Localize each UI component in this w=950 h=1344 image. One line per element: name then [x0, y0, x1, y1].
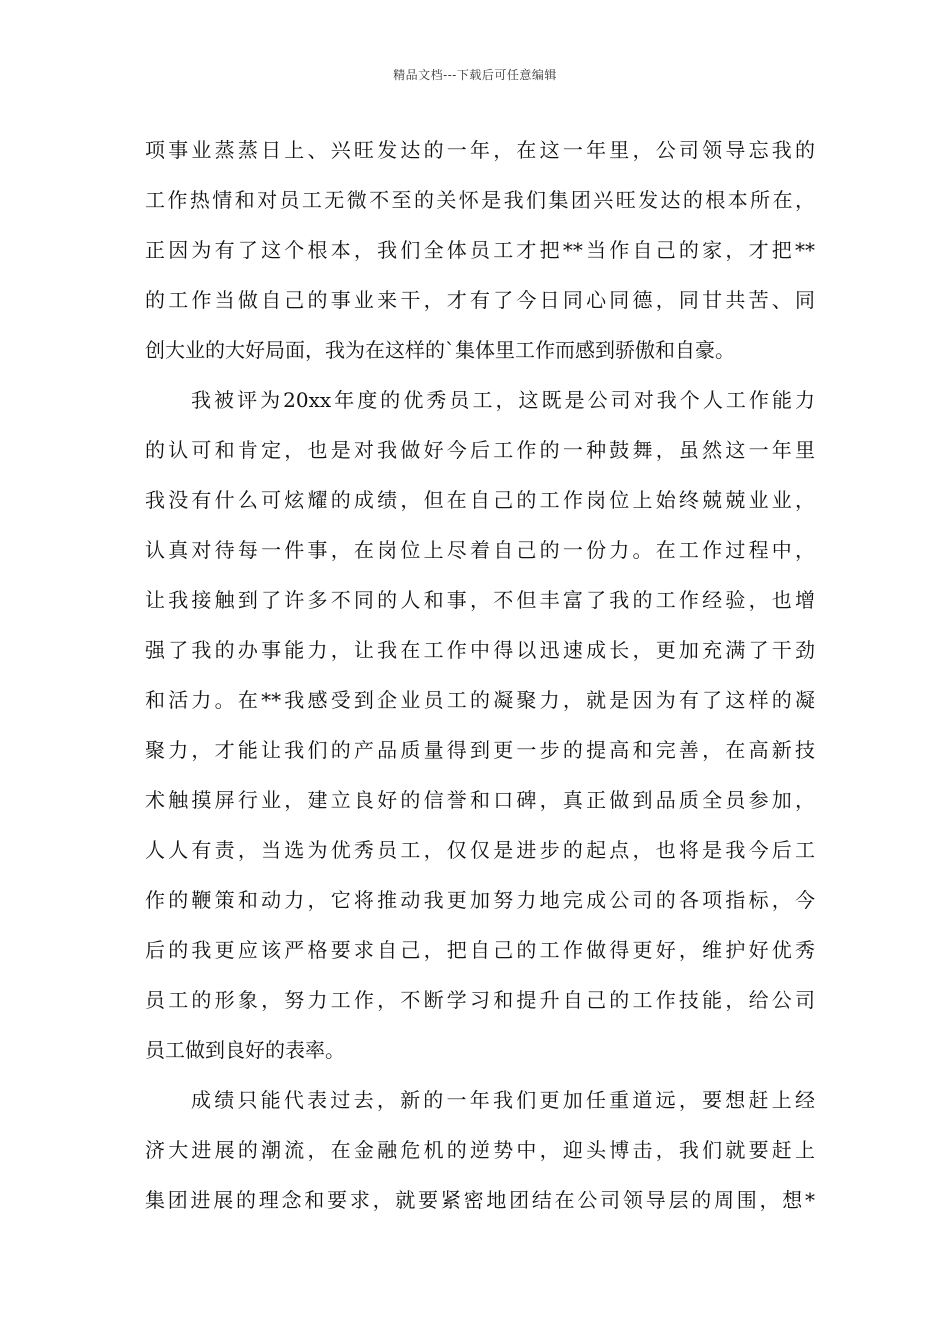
text-line: 的工作当做自己的事业来干，才有了今日同心同德，同甘共苦、同: [145, 288, 815, 312]
text-line: 后的我更应该严格要求自己，把自己的工作做得更好，维护好优秀: [145, 938, 815, 962]
text-line: 项事业蒸蒸日上、兴旺发达的一年，在这一年里，公司领导忘我的: [145, 138, 815, 162]
text-line: 工作热情和对员工无微不至的关怀是我们集团兴旺发达的根本所在，: [145, 188, 815, 212]
paragraph-2: [145, 380, 815, 1080]
text-line: 和活力。在**我感受到企业员工的凝聚力，就是因为有了这样的凝: [145, 688, 815, 712]
text-line: 成绩只能代表过去，新的一年我们更加任重道远，要想赶上经: [191, 1088, 815, 1112]
paragraph-1: [145, 130, 815, 380]
text-line: 济大进展的潮流，在金融危机的逆势中，迎头博击，我们就要赶上: [145, 1138, 815, 1162]
text-line: 我被评为20xx年度的优秀员工，这既是公司对我个人工作能力: [191, 388, 815, 412]
text-line: 术触摸屏行业，建立良好的信誉和口碑，真正做到品质全员参加，: [145, 788, 815, 812]
text-line: 作的鞭策和动力，它将推动我更加努力地完成公司的各项指标，今: [145, 888, 815, 912]
text-line: 员工做到良好的表率。: [145, 1038, 345, 1062]
page-header: 精品文档---下载后可任意编辑: [393, 68, 557, 82]
text-line: 强了我的办事能力，让我在工作中得以迅速成长，更加充满了干劲: [145, 638, 815, 662]
text-line: 创大业的大好局面，我为在这样的`集体里工作而感到骄傲和自豪。: [145, 338, 735, 362]
text-line: 的认可和肯定，也是对我做好今后工作的一种鼓舞，虽然这一年里: [145, 438, 815, 462]
text-line: 集团进展的理念和要求，就要紧密地团结在公司领导层的周围，想*: [145, 1188, 815, 1212]
text-line: 我没有什么可炫耀的成绩，但在自己的工作岗位上始终兢兢业业，: [145, 488, 815, 512]
text-line: 认真对待每一件事，在岗位上尽着自己的一份力。在工作过程中，: [145, 538, 815, 562]
text-line: 正因为有了这个根本，我们全体员工才把**当作自己的家，才把**: [145, 238, 815, 262]
text-line: 人人有责，当选为优秀员工，仅仅是进步的起点，也将是我今后工: [145, 838, 815, 862]
document-body: [145, 130, 815, 1230]
text-line: 员工的形象，努力工作，不断学习和提升自己的工作技能，给公司: [145, 988, 815, 1012]
paragraph-3: [145, 1080, 815, 1230]
text-line: 让我接触到了许多不同的人和事，不但丰富了我的工作经验，也增: [145, 588, 815, 612]
text-line: 聚力，才能让我们的产品质量得到更一步的提高和完善，在高新技: [145, 738, 815, 762]
